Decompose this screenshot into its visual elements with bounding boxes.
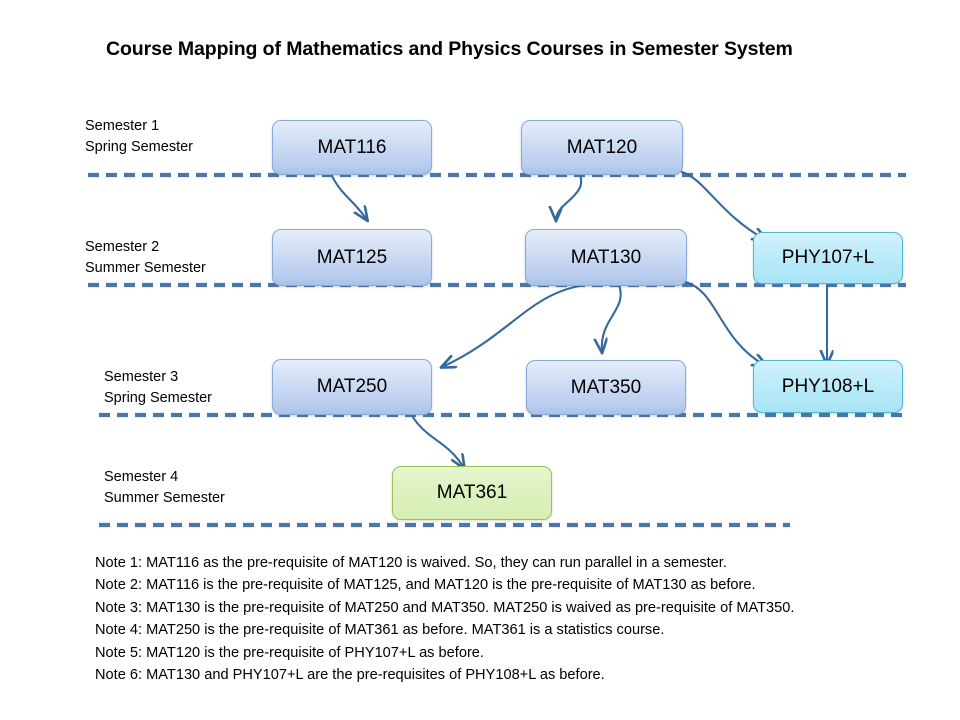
band-label-semester-1 xyxy=(85,116,193,157)
note-item: Note 6: MAT130 and PHY107+L are the pre-requisites of PHY108+L as before. xyxy=(95,667,605,684)
band-label-line-1: Semester 4 xyxy=(104,469,179,485)
course-node-mat125[interactable]: MAT125 xyxy=(272,229,432,286)
course-node-mat250[interactable]: MAT250 xyxy=(272,359,432,415)
arrow-mat130-to-mat350 xyxy=(602,285,621,352)
course-node-phy108[interactable]: PHY108+L xyxy=(753,360,903,413)
arrow-mat130-to-mat250 xyxy=(442,285,586,367)
note-item: Note 4: MAT250 is the pre-requisite of MAT361 as before. MAT361 is a statistics course. xyxy=(95,622,665,639)
band-label-line-2: Summer Semester xyxy=(85,259,206,276)
note-item: Note 2: MAT116 is the pre-requisite of MAT125, and MAT120 is the pre-requisite of MAT130 as before. xyxy=(95,577,756,594)
band-label-line-1: Semester 3 xyxy=(104,369,179,385)
arrow-mat250-to-mat361 xyxy=(411,414,464,468)
band-label-semester-2 xyxy=(85,237,206,278)
band-label-semester-3 xyxy=(104,367,212,408)
note-item: Note 1: MAT116 as the pre-requisite of MAT120 is waived. So, they can run parallel in a semester. xyxy=(95,555,727,571)
band-label-line-2: Spring Semester xyxy=(85,138,193,155)
course-node-mat361[interactable]: MAT361 xyxy=(392,466,552,520)
band-label-semester-4 xyxy=(104,467,225,508)
arrow-mat130-to-phy108 xyxy=(686,282,766,366)
band-label-line-2: Spring Semester xyxy=(104,389,212,406)
arrow-mat120-to-phy107 xyxy=(682,172,766,240)
prerequisite-arrow-group xyxy=(330,172,766,468)
course-node-mat120[interactable]: MAT120 xyxy=(521,120,683,175)
band-label-line-2: Summer Semester xyxy=(104,489,225,506)
arrow-mat120-to-mat130 xyxy=(556,172,581,220)
course-node-mat116[interactable]: MAT116 xyxy=(272,120,432,175)
note-item: Note 3: MAT130 is the pre-requisite of MAT250 and MAT350. MAT250 is waived as pre-requisite of MAT350. xyxy=(95,599,795,616)
course-node-mat350[interactable]: MAT350 xyxy=(526,360,686,415)
arrow-mat116-to-mat125 xyxy=(330,172,367,220)
page-title: Course Mapping of Mathematics and Physics Courses in Semester System xyxy=(106,38,793,60)
course-node-phy107[interactable]: PHY107+L xyxy=(753,232,903,284)
band-label-line-1: Semester 2 xyxy=(85,239,160,255)
band-label-line-1: Semester 1 xyxy=(85,118,160,134)
note-item: Note 5: MAT120 is the pre-requisite of PHY107+L as before. xyxy=(95,644,484,661)
course-node-mat130[interactable]: MAT130 xyxy=(525,229,687,286)
notes-list xyxy=(95,552,895,686)
